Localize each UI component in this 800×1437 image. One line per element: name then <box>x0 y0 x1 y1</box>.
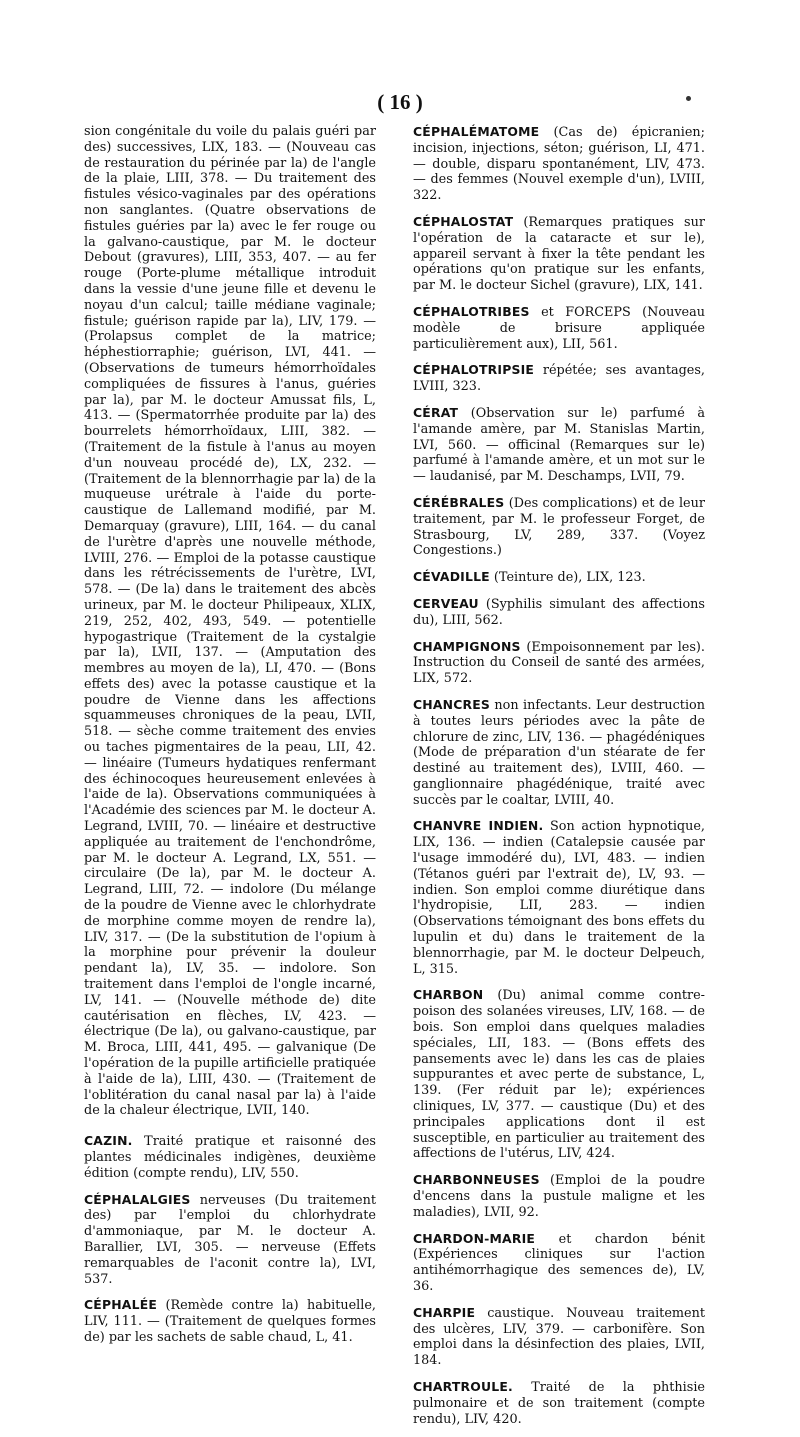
index-entry <box>413 569 705 586</box>
entry-text: (Emploi de la poudre d'encens dans la pustule maligne et les maladies), LVII, 92. <box>413 1173 705 1220</box>
index-entry <box>413 1379 705 1427</box>
entry-text: Traité pratique et raisonné des plantes médicinales indigènes, deuxième édition (compte rendu), LIV, 550. <box>84 1134 376 1181</box>
entry-headword: CÉRÉBRALES <box>413 494 505 510</box>
entry-text: répétée; ses avantages, LVIII, 323. <box>413 363 705 395</box>
entry-text: non infectants. Leur destruction à toutes leurs périodes avec la pâte de chlorure de zinc, LIV, 136. — phagédéniques (Mode de préparation d'un stéarate de fer destiné au traitement des), LVIII, 460. — ganglionnaire phagédénique, traité avec succès par le coaltar, LVIII, 40. <box>413 697 705 808</box>
index-entry <box>84 1192 376 1288</box>
index-entry <box>413 697 705 809</box>
entry-headword: CÉRAT <box>413 404 459 420</box>
page-number: ( 16 ) <box>377 90 423 114</box>
entry-headword: CAZIN. <box>84 1133 133 1149</box>
right-column <box>413 124 705 1437</box>
entry-text: et chardon bénit (Expériences cliniques sur l'action antihémorrhagique des semences de), LV, 36. <box>413 1231 705 1294</box>
entry-text: (Remarques pratiques sur l'opération de la cataracte et sur le), appareil servant à fixer la tête pendant les opérations qu'on pratique sur les enfants, par M. le docteur Sichel (gravure), LIX, 141. <box>413 214 705 294</box>
margin-dot <box>686 96 691 101</box>
entry-text: Traité de la phthisie pulmonaire et de son traitement (compte rendu), LIV, 420. <box>413 1379 705 1427</box>
entry-headword: CÉVADILLE <box>413 569 490 585</box>
entry-text: (Syphilis simulant des affections du), LIII, 562. <box>413 596 705 628</box>
entry-text: (Des complications) et de leur traitement, par M. le professeur Forget, de Strasbourg, LV, 289, 337. (Voyez Congestions.) <box>413 495 705 559</box>
entry-headword: CHARBONNEUSES <box>413 1172 540 1188</box>
entry-headword: CHANCRES <box>413 696 491 712</box>
entry-headword: CÉPHALOSTAT <box>413 213 514 229</box>
index-entry <box>413 304 705 352</box>
entry-headword: CHARTROULE. <box>413 1378 513 1394</box>
entry-text: (Cas de) épicranien; incision, injections, séton; guérison, LI, 471. — double, disparu spontanément, LIV, 473. — des femmes (Nouvel exemple d'un), LVIII, 322. <box>413 125 705 204</box>
index-entry <box>84 1297 376 1345</box>
entry-text: sion congénitale du voile du palais guéri par des) successives, LIX, 183. — (Nouveau cas de restauration du périnée par la) de l'angle de la plaie, LIII, 378. — Du traitement des fistules vésico-vaginales par des opérations non sanglantes. (Quatre observations de fistules guéries par la) avec le fer rouge ou la galvano-caustique, par M. le docteur Debout (gravures), LIII, 353, 407. — au fer rouge (Porte-plume métallique introduit dans la vessie d'une jeune fille et devenu le noyau d'un calcul; taille médiane vaginale; fistule; guérison rapide par la), LIV, 179. — (Prolapsus complet de la matrice; héphestiorraphie; guérison, LVI, 441. — (Observations de tumeurs hémorrhoïdales compliquées de fissures à l'anus, guéries par la), par M. le docteur Amussat fils, L, 413. — (Spermatorrhée produite par la) des bourrelets hémorrhoïdaux, LIII, 382. — (Traitement de la fistule à l'anus au moyen d'un nouveau procédé de), LX, 232. — (Traitement de la blennorrhagie par la) de la muqueuse urétrale à l'aide du porte-caustique de Lallemand modifié, par M. Demarquay (gravure), LIII, 164. — du canal de l'urètre d'après une nouvelle méthode, LVIII, 276. — Emploi de la potasse caustique dans les rétrécissements de l'urètre, LVI, 578. — (De la) dans le traitement des abcès urineux, par M. le docteur Philipeaux, XLIX, 219, 252, 402, 493, 549. — potentielle hypogastrique (Traitement de la cystalgie par la), LVII, 137. — (Amputation des membres au moyen de la), LI, 470. — (Bons effets des) avec la potasse caustique et la poudre de Vienne dans les affections squammeuses chroniques de la peau, LVII, 518. — sèche comme traitement des envies ou taches pigmentaires de la peau, LII, 42. — linéaire (Tumeurs hydatiques renfermant des échinocoques heureusement enlevées à l'aide de la). Observations communiquées à l'Académie des sciences par M. le docteur A. Legrand, LVIII, 70. — linéaire et destructive appliquée au traitement de l'enchondrôme, par M. le docteur A. Legrand, LX, 551. — circulaire (De la), par M. le docteur A. Legrand, LIII, 72. — indolore (Du mélange de la poudre de Vienne avec le chlorhydrate de morphine comme moyen de rendre la), LIV, 317. — (De la substitution de l'opium à la morphine pour prévenir la douleur pendant la), LV, 35. — indolore. Son traitement dans l'emploi de l'ongle incarné, LV, 141. — (Nouvelle méthode de) dite cautérisation en flèches, LV, 423. — électrique (De la), ou galvano-caustique, par M. Broca, LIII, 441, 495. — galvanique (De l'opération de la pupille artificielle pratiquée à l'aide de la), LIII, 430. — (Traitement de l'oblitération du canal nasal par la) à l'aide de la chaleur électrique, LVII, 140. <box>84 124 376 1119</box>
entry-text: et FORCEPS (Nouveau modèle de brisure appliquée particulièrement aux), LII, 561. <box>413 304 705 352</box>
entry-headword: CÉPHALÉE <box>84 1297 158 1313</box>
index-entry <box>413 596 705 629</box>
entry-text: (Observation sur le) parfumé à l'amande amère, par M. Stanislas Martin, LVI, 560. — officinal (Remarques sur le) parfumé à l'amande amère, et un mot sur le — laudanisé, par M. Deschamps, LVII, 79. <box>413 405 705 485</box>
index-entry <box>413 818 705 977</box>
entry-text: (Teinture de), LIX, 123. <box>489 570 646 586</box>
entry-headword: CÉPHALALGIES <box>84 1191 191 1207</box>
left-column <box>84 124 376 1356</box>
index-entry <box>413 1172 705 1220</box>
index-entry <box>413 362 705 395</box>
index-entry <box>413 124 705 204</box>
entry-text: Son action hypnotique, LIX, 136. — indien (Catalepsie causée par l'usage immodéré du), LVI, 483. — indien (Tétanos guéri par l'extrait de), LV, 93. — indien. Son emploi comme diurétique dans l'hydropisie, LII, 283. — indien (Observations témoignant des bons effets du lupulin et du) dans le traitement de la blennorrhagie, par M. le docteur Delpeuch, L, 315. <box>413 819 705 977</box>
entry-text: (Empoisonnement par les). Instruction du Conseil de santé des armées, LIX, 572. <box>413 639 705 687</box>
index-entry <box>413 987 705 1162</box>
entry-headword: CHARPIE <box>413 1304 476 1320</box>
index-entry <box>413 495 705 559</box>
entry-headword: CHAMPIGNONS <box>413 638 521 654</box>
index-entry <box>84 1133 376 1181</box>
index-entry <box>413 1231 705 1295</box>
index-entry <box>84 124 376 1119</box>
index-entry <box>413 1305 705 1369</box>
entry-text: nerveuses (Du traitement des) par l'emploi du chlorhydrate d'ammoniaque, par M. le docteur A. Barallier, LVI, 305. — nerveuse (Effets remarquables de l'aconit contre la), LVI, 537. <box>84 1192 376 1287</box>
index-entry <box>413 639 705 687</box>
index-entry <box>413 405 705 485</box>
entry-headword: CÉPHALÉMATOME <box>413 124 540 139</box>
index-entry <box>413 214 705 294</box>
entry-headword: CHARBON <box>413 987 484 1003</box>
entry-text: caustique. Nouveau traitement des ulcères, LIV, 379. — carbonifère. Son emploi dans la désinfection des plaies, LVII, 184. <box>413 1305 705 1369</box>
entry-headword: CÉPHALOTRIPSIE <box>413 362 535 378</box>
entry-headword: CERVEAU <box>413 595 479 611</box>
entry-headword: CÉPHALOTRIBES <box>413 303 530 319</box>
entry-headword: CHARDON-MARIE <box>413 1230 536 1246</box>
entry-headword: CHANVRE INDIEN. <box>413 818 544 834</box>
entry-text: (Du) animal comme contre-poison des solanées vireuses, LIV, 168. — de bois. Son emploi dans quelques maladies spéciales, LII, 183. — (Bons effets des pansements avec le) dans les cas de plaies suppurantes et avec perte de substance, L, 139. (Fer réduit par le); expériences cliniques, LV, 377. — caustique (Du) et des principales applications dont il est susceptible, en particulier au traitement des affections de l'utérus, LIV, 424. <box>413 988 705 1162</box>
entry-text: (Remède contre la) habituelle, LIV, 111. — (Traitement de quelques formes de) par les sachets de sable chaud, L, 41. <box>84 1298 376 1345</box>
